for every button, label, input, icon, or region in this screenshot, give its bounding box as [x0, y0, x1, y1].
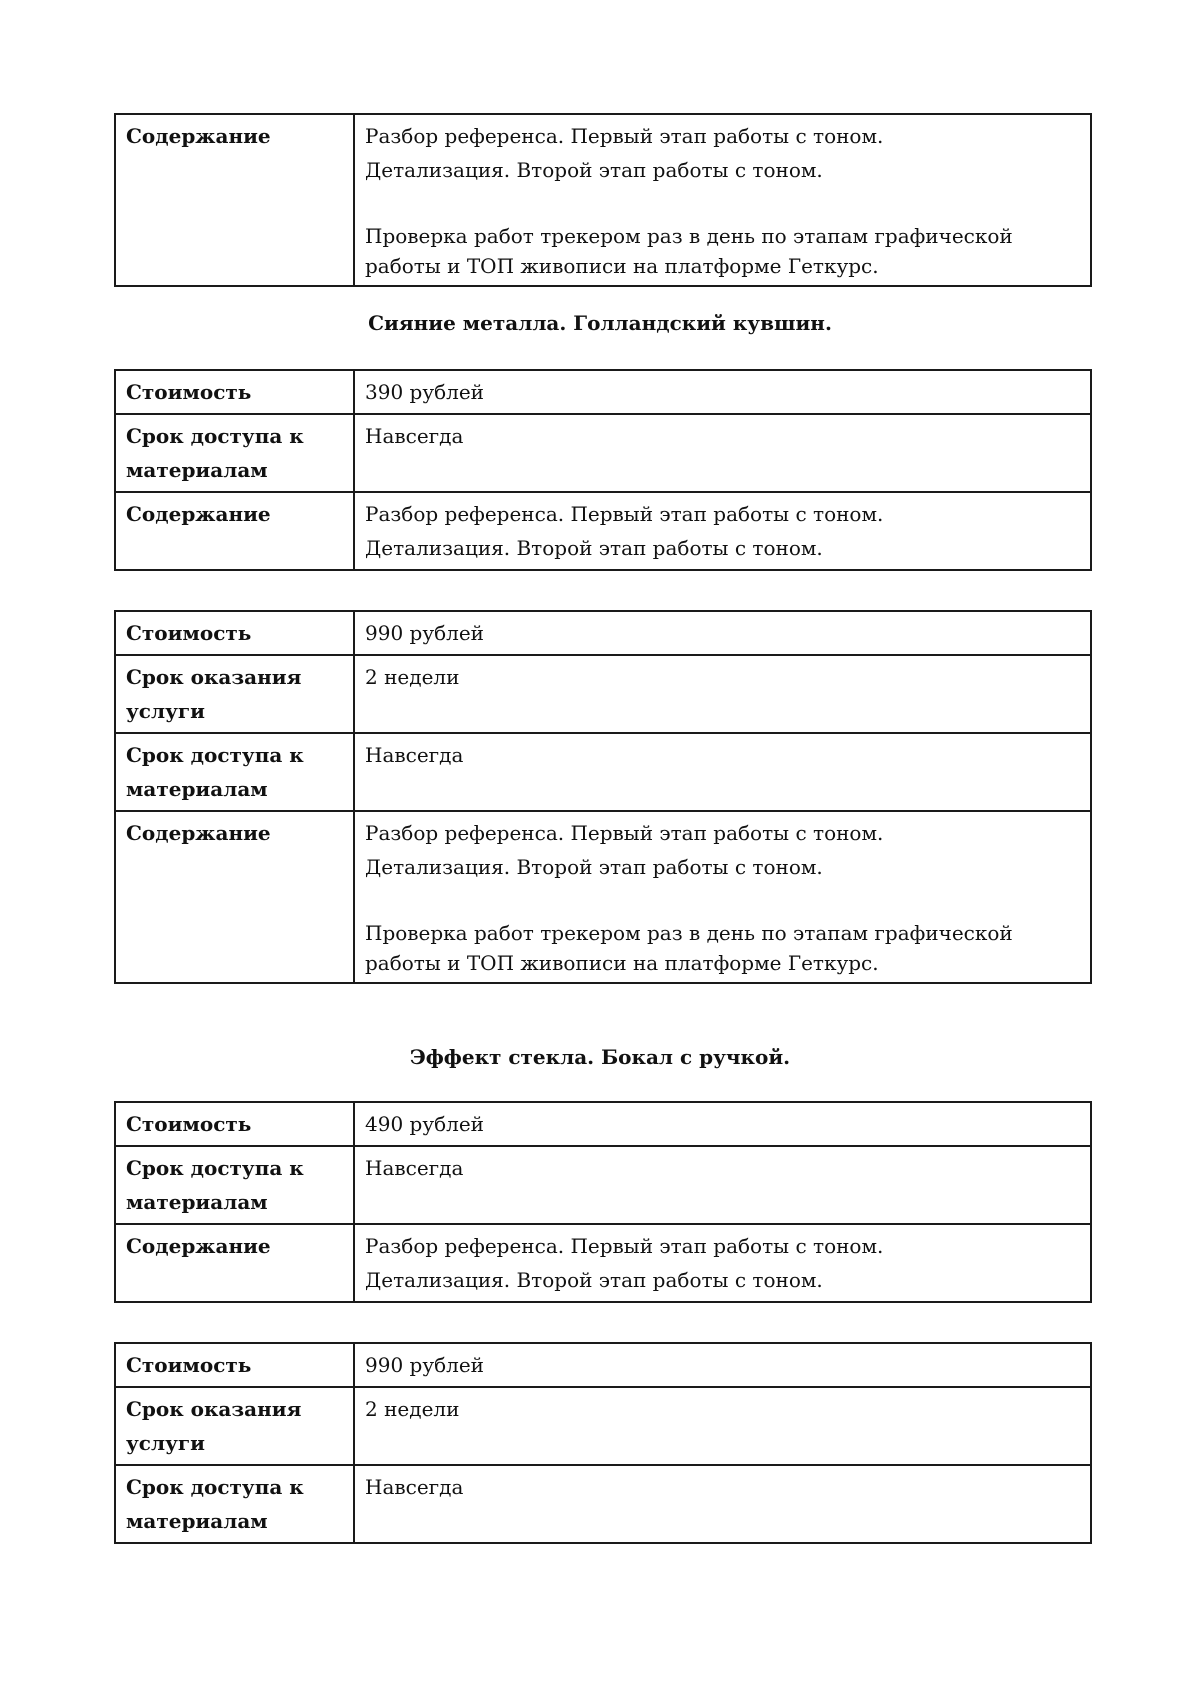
content-line-detail: Детализация. Второй этап работы с тоном. — [365, 1268, 823, 1292]
table-continued-content — [114, 113, 1092, 287]
content-line-check: Проверка работ трекером раз в день по этапам графической работы и ТОП живописи на платформе Геткурс. — [365, 224, 1013, 278]
row-label-cost: Стоимость — [115, 1343, 354, 1387]
row-label-content: Содержание — [115, 811, 354, 983]
content-line-check: Проверка работ трекером раз в день по этапам графической работы и ТОП живописи на платформе Геткурс. — [365, 921, 1013, 975]
table-row — [115, 1343, 1091, 1387]
row-label-content: Содержание — [115, 114, 354, 286]
content-line-detail: Детализация. Второй этап работы с тоном. — [365, 855, 823, 879]
content-line-reference: Разбор референса. Первый этап работы с тоном. — [365, 124, 884, 148]
table-row — [115, 1465, 1091, 1543]
row-label-access: Срок доступа к материалам — [115, 414, 354, 492]
table-glass-basic — [114, 1101, 1092, 1303]
content-line-reference: Разбор референса. Первый этап работы с тоном. — [365, 1234, 884, 1258]
table-row — [115, 611, 1091, 655]
section-heading-glass: Эффект стекла. Бокал с ручкой. — [409, 1045, 791, 1069]
row-value-access: Навсегда — [354, 733, 1091, 811]
row-label-access: Срок доступа к материалам — [115, 1146, 354, 1224]
table-row — [115, 655, 1091, 733]
table-row — [115, 733, 1091, 811]
content-line-detail: Детализация. Второй этап работы с тоном. — [365, 158, 823, 182]
row-label-cost: Стоимость — [115, 1102, 354, 1146]
table-glass-extended — [114, 1342, 1092, 1544]
table-row — [115, 370, 1091, 414]
row-label-service: Срок оказания услуги — [115, 655, 354, 733]
row-value-cost: 990 рублей — [354, 611, 1091, 655]
row-value-access: Навсегда — [354, 1465, 1091, 1543]
content-line-reference: Разбор референса. Первый этап работы с тоном. — [365, 821, 884, 845]
table-row — [115, 1102, 1091, 1146]
row-value-content — [354, 492, 1091, 570]
content-line-reference: Разбор референса. Первый этап работы с тоном. — [365, 502, 884, 526]
table-metal-extended — [114, 610, 1092, 984]
row-label-content: Содержание — [115, 492, 354, 570]
row-label-access: Срок доступа к материалам — [115, 1465, 354, 1543]
row-value-access: Навсегда — [354, 1146, 1091, 1224]
row-label-service: Срок оказания услуги — [115, 1387, 354, 1465]
row-value-service: 2 недели — [354, 655, 1091, 733]
section-heading-metal: Сияние металла. Голландский кувшин. — [368, 311, 832, 335]
table-row — [115, 1224, 1091, 1302]
row-value-service: 2 недели — [354, 1387, 1091, 1465]
row-label-content: Содержание — [115, 1224, 354, 1302]
row-value-content — [354, 1224, 1091, 1302]
row-value-access: Навсегда — [354, 414, 1091, 492]
row-label-cost: Стоимость — [115, 611, 354, 655]
row-value-cost: 390 рублей — [354, 370, 1091, 414]
row-label-access: Срок доступа к материалам — [115, 733, 354, 811]
row-value-content — [354, 114, 1091, 286]
table-row — [115, 811, 1091, 983]
table-row — [115, 114, 1091, 286]
table-row — [115, 1387, 1091, 1465]
row-value-cost: 490 рублей — [354, 1102, 1091, 1146]
table-row — [115, 492, 1091, 570]
content-line-detail: Детализация. Второй этап работы с тоном. — [365, 536, 823, 560]
row-value-cost: 990 рублей — [354, 1343, 1091, 1387]
row-value-content — [354, 811, 1091, 983]
row-label-cost: Стоимость — [115, 370, 354, 414]
table-metal-basic — [114, 369, 1092, 571]
table-row — [115, 1146, 1091, 1224]
table-row — [115, 414, 1091, 492]
